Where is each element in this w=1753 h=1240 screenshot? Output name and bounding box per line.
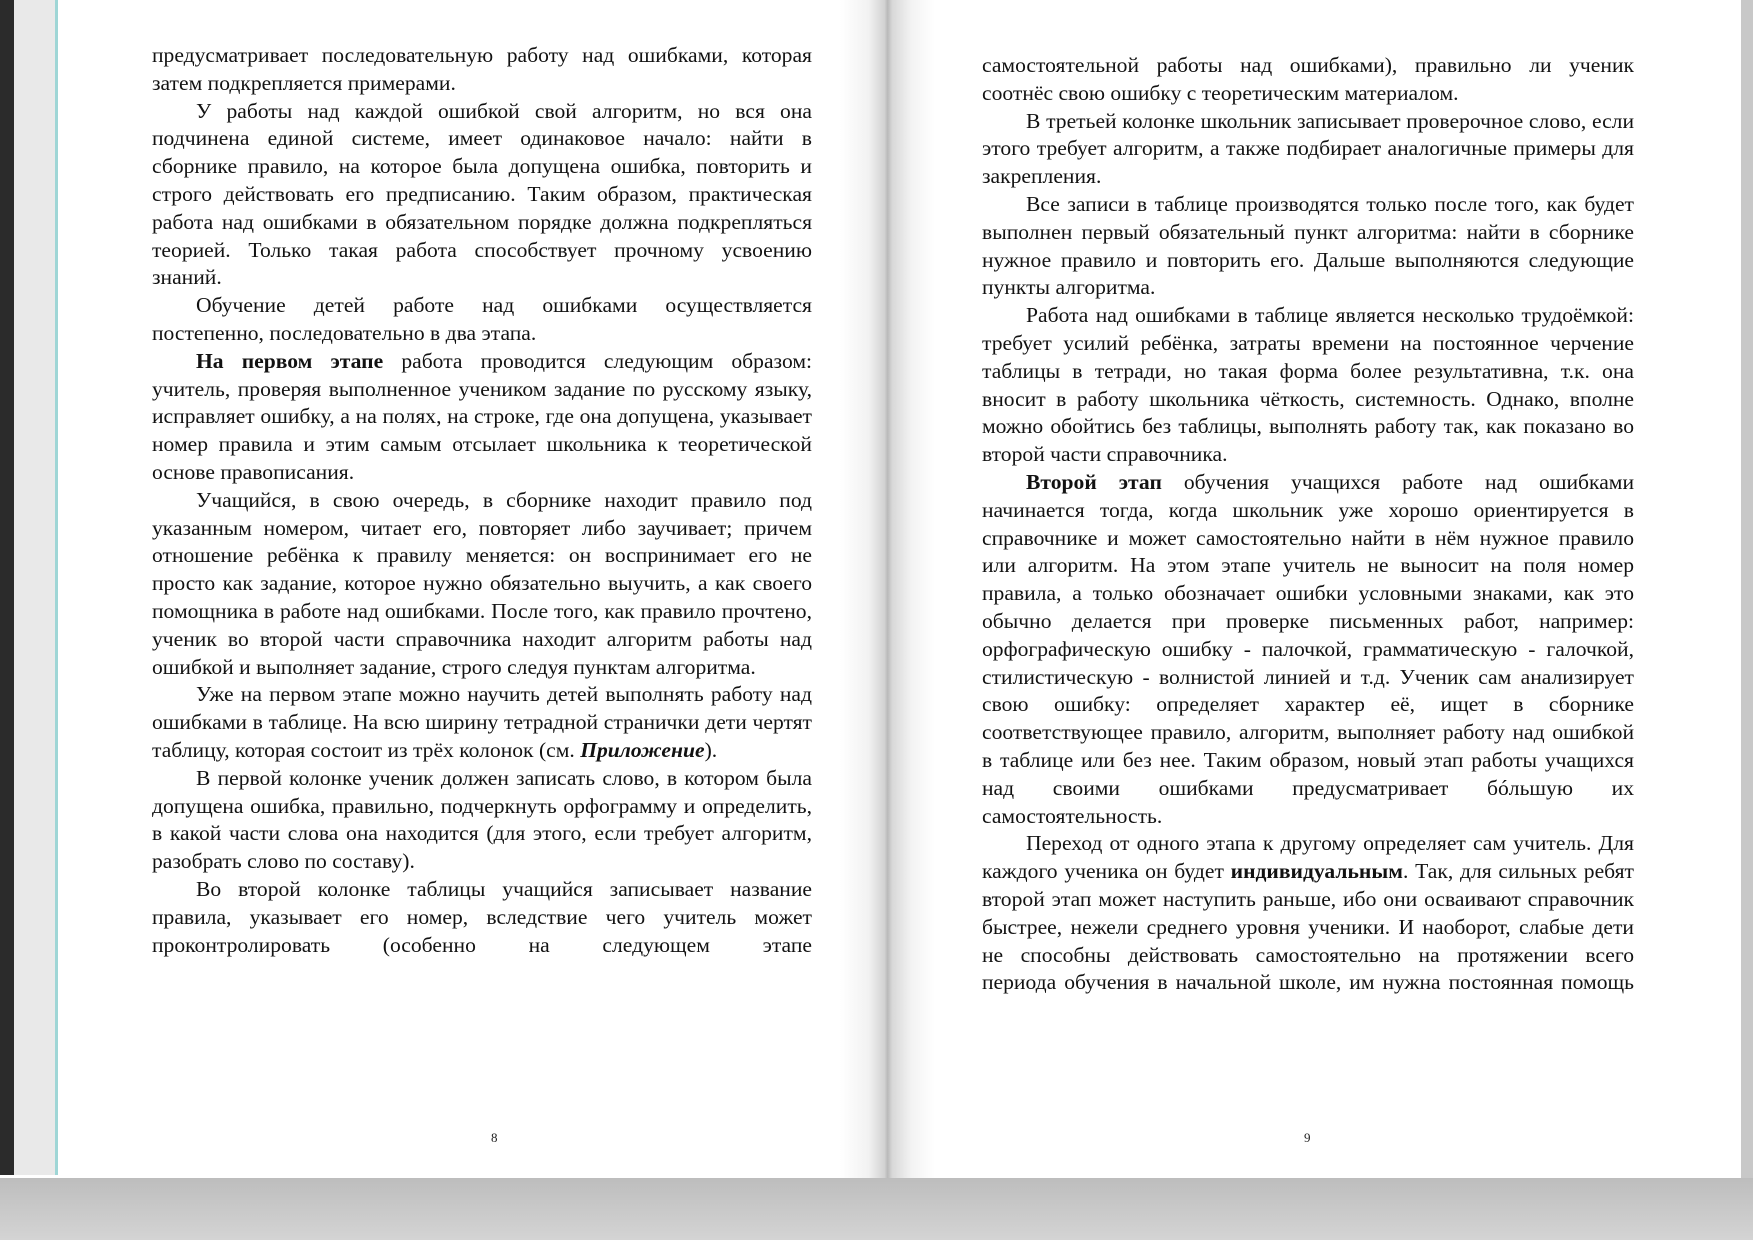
paragraph xyxy=(152,765,812,876)
paragraph-text: В третьей колонке школьник записывает проверочное слово, если этого требует алгоритм, а также подбирает аналогичные примеры для закрепления. xyxy=(982,108,1634,189)
paragraph-text: У работы над каждой ошибкой свой алгоритм, но вся она подчинена единой системе, имеет одинаковое начало: найти в сборнике правило, на которое была допущена ошибка, повторить и строго действовать его предписанию. Таким образом, практическая работа над ошибками в обязательном порядке должна подкрепляться теорией. Только такая работа способствует прочному усвоению знаний. xyxy=(152,98,812,290)
bold-term: Второй этап xyxy=(1026,469,1162,494)
paragraph xyxy=(152,292,812,348)
paragraph-text: . Так, для сильных ребят второй этап может наступить раньше, ибо они осваивают справочник быстрее, нежели среднего уровня ученики. И наоборот, слабые дети не способны действовать самостоятельно на протяжении всего периода обучения в начальной школе, им нужна постоянная помощь xyxy=(982,859,1634,995)
paragraph-text: В первой колонке ученик должен записать слово, в котором была допущена ошибка, правильно, подчеркнуть орфограмму и определить, в какой части слова она находится (для этого, если требует алгоритм, разобрать слово по составу). xyxy=(152,765,812,874)
paragraph-text: Учащийся, в свою очередь, в сборнике находит правило под указанным номером, читает его, повторяет либо заучивает; причем отношение ребёнка к правилу меняется: он воспринимает его не просто как задание, которое нужно обязательно выучить, а как своего помощника в работе над ошибками. После того, как правило прочтено, ученик во второй части справочника находит алгоритм работы над ошибкой и выполняет задание, строго следуя пунктам алгоритма. xyxy=(152,487,812,679)
paragraph-text: Все записи в таблице производятся только после того, как будет выполнен первый обязательный пункт алгоритма: найти в сборнике нужное правило и повторить его. Дальше выполняются следующие пункты алгоритма. xyxy=(982,191,1634,300)
paragraph xyxy=(982,302,1634,469)
page-number-left: 8 xyxy=(491,1130,498,1145)
right-page xyxy=(982,0,1634,1230)
paragraph xyxy=(152,348,812,487)
paragraph-text: предусматривает последовательную работу над ошибками, которая затем подкрепляется примерами. xyxy=(152,43,812,95)
left-page xyxy=(152,0,812,1220)
paragraph xyxy=(982,469,1634,830)
paragraph-text: Во второй колонке таблицы учащийся записывает название правила, указывает его номер, вследствие чего учитель может проконтролировать (особенно на следующем этапе xyxy=(152,876,812,957)
paragraph-text: обучения учащихся работе над ошибками начинается тогда, когда школьник уже хорошо ориентируется в справочнике и может самостоятельно найти в нём нужное правило или алгоритм. На этом этапе учитель не выносит на поля номер правила, а только обозначает ошибки условными знаками, как это обычно делается при проверке письменных работ, например: орфографическую ошибку - палочкой, грамматическую - галочкой, стилистическую - волнистой линией и т.д. Ученик сам анализирует свою ошибку: определяет характер её, ищет в сборнике соответствующее правило, алгоритм, выполняет работу над ошибкой в таблице или без нее. Таким образом, новый этап работы учащихся над своими ошибками предусматривает бóльшую их самостоятельность. xyxy=(982,469,1634,828)
paragraph xyxy=(152,487,812,682)
bold-term: На первом этапе xyxy=(196,348,384,373)
paragraph-text: Уже на первом этапе можно научить детей выполнять работу над ошибками в таблице. На всю ширину тетрадной странички дети чертят таблицу, которая состоит из трёх колонок (см. xyxy=(152,682,812,762)
paragraph xyxy=(152,42,812,98)
paragraph xyxy=(982,108,1634,191)
scanner-right-edge xyxy=(1741,0,1753,1240)
paragraph xyxy=(982,830,1634,997)
appendix-reference: Приложение xyxy=(580,737,705,762)
paragraph xyxy=(152,98,812,293)
page-number-right: 9 xyxy=(1304,1130,1311,1145)
book-gutter xyxy=(840,0,935,1178)
bold-term: индивидуальным xyxy=(1230,859,1403,884)
paragraph xyxy=(982,52,1634,108)
paragraph xyxy=(152,681,812,764)
paragraph-text: Переход от одного этапа к другому определяет сам учитель. Для каждого ученика он будет xyxy=(982,831,1634,884)
paragraph-text: Работа над ошибками в таблице является несколько трудоёмкой: требует усилий ребёнка, затраты времени на постоянное черчение таблицы в тетради, но такая форма более результативна, т.к. она вносит в работу школьника чёткость, системность. Однако, вполне можно обойтись без таблицы, выполнять работу так, как показано во второй части справочника. xyxy=(982,303,1634,467)
paragraph-text: работа проводится следующим образом: учитель, проверяя выполненное учеником задание по русскому языку, исправляет ошибку, а на полях, на строке, где она допущена, указывает номер правила и этим самым отсылает школьника к теоретической основе правописания. xyxy=(152,348,812,484)
paragraph-text: самостоятельной работы над ошибками), правильно ли ученик соотнёс свою ошибку с теоретическим материалом. xyxy=(982,53,1634,105)
paragraph-text: Обучение детей работе над ошибками осуществляется постепенно, последовательно в два этапа. xyxy=(152,293,812,345)
paragraph-text: ). xyxy=(704,737,718,762)
paragraph xyxy=(982,191,1634,302)
scanner-left-edge xyxy=(0,0,58,1175)
paragraph xyxy=(152,876,812,959)
